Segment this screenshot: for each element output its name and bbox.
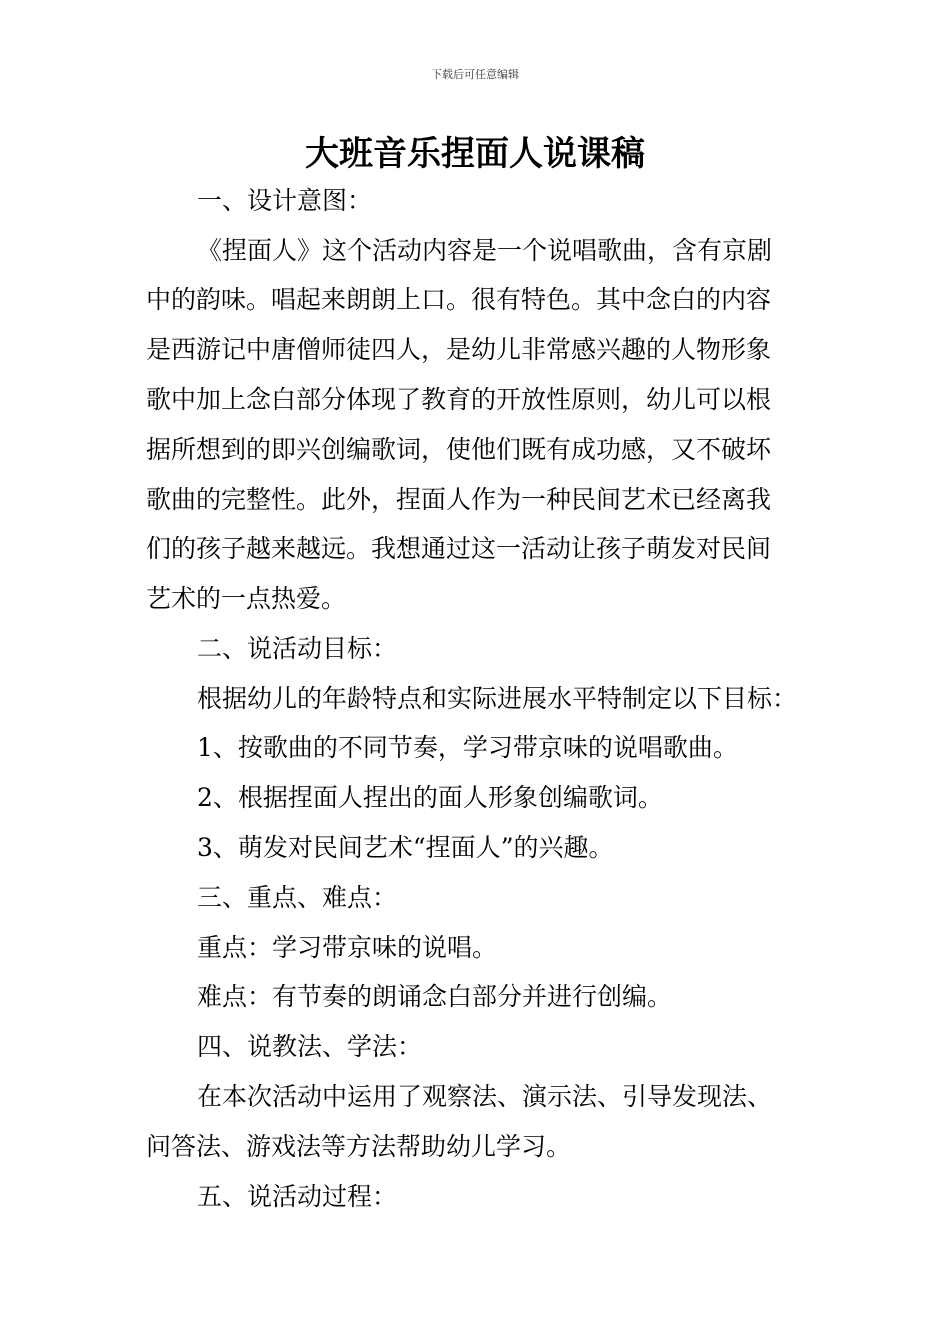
paragraph-line: 在本次活动中运用了观察法、演示法、引导发现法、 bbox=[197, 1082, 773, 1111]
paragraph-line: 艺术的一点热爱。 bbox=[146, 584, 347, 613]
objective-item: 3、萌发对民间艺术“捏面人”的兴趣。 bbox=[197, 833, 614, 862]
objective-item: 2、根据捏面人捏出的面人形象创编歌词。 bbox=[197, 783, 663, 812]
difficulty-line: 难点：有节奏的朗诵念白部分并进行创编。 bbox=[197, 982, 673, 1011]
section-heading-objectives: 二、说活动目标： bbox=[197, 634, 398, 663]
paragraph-line: 歌曲的完整性。此外，捏面人作为一种民间艺术已经离我 bbox=[146, 485, 772, 514]
paragraph-line: 根据幼儿的年龄特点和实际进展水平特制定以下目标： bbox=[197, 684, 798, 713]
key-point-line: 重点：学习带京味的说唱。 bbox=[197, 933, 498, 962]
paragraph-line: 据所想到的即兴创编歌词，使他们既有成功感，又不破坏 bbox=[146, 435, 772, 464]
paragraph-line: 《捏面人》这个活动内容是一个说唱歌曲，含有京剧 bbox=[197, 236, 773, 265]
header-note: 下载后可任意编辑 bbox=[431, 68, 519, 81]
section-heading-process: 五、说活动过程： bbox=[197, 1182, 398, 1211]
objective-item: 1、按歌曲的不同节奏，学习带京味的说唱歌曲。 bbox=[197, 733, 738, 762]
section-heading-key-points: 三、重点、难点： bbox=[197, 883, 398, 912]
paragraph-line: 是西游记中唐僧师徒四人，是幼儿非常感兴趣的人物形象 bbox=[146, 335, 772, 364]
document-title: 大班音乐捏面人说课稿 bbox=[305, 134, 645, 174]
paragraph-line: 问答法、游戏法等方法帮助幼儿学习。 bbox=[146, 1132, 572, 1161]
paragraph-line: 歌中加上念白部分体现了教育的开放性原则，幼儿可以根 bbox=[146, 385, 772, 414]
section-heading-design-intent: 一、设计意图： bbox=[197, 186, 373, 215]
paragraph-line: 们的孩子越来越远。我想通过这一活动让孩子萌发对民间 bbox=[146, 534, 772, 563]
section-heading-methods: 四、说教法、学法： bbox=[197, 1032, 423, 1061]
paragraph-line: 中的韵味。唱起来朗朗上口。很有特色。其中念白的内容 bbox=[146, 285, 772, 314]
